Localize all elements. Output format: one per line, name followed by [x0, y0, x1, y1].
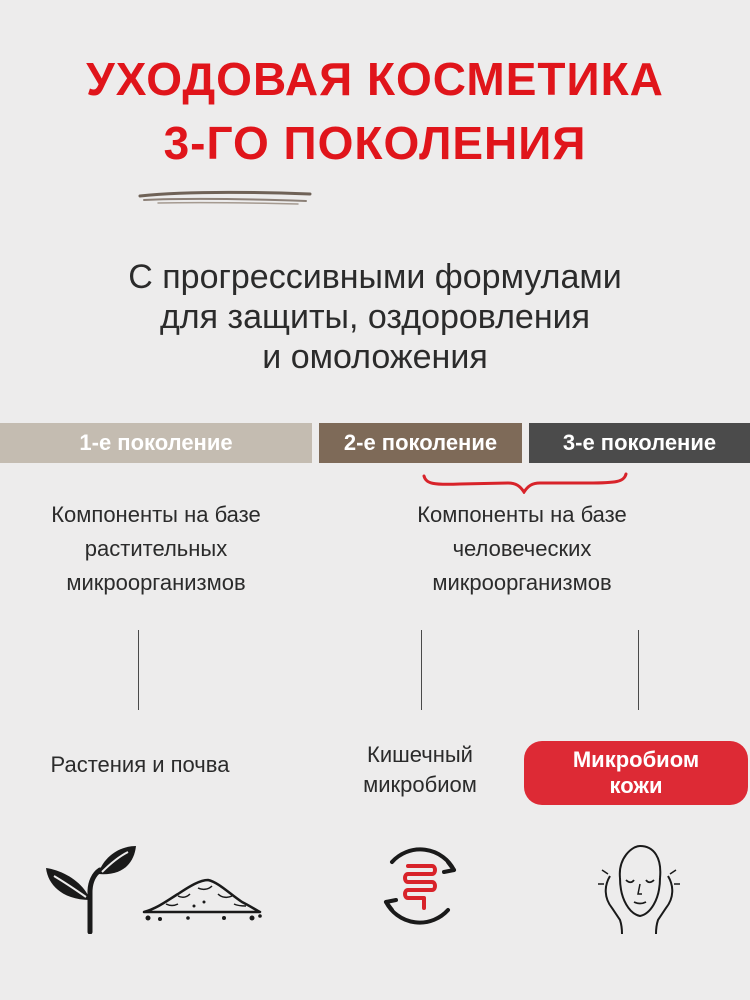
description-plant-based [0, 498, 312, 600]
sprout-icon [40, 842, 140, 934]
title-line-1: УХОДОВАЯ КОСМЕТИКА [86, 53, 664, 105]
connector-line [138, 630, 139, 710]
intestine-cycle-icon [374, 840, 466, 932]
description-line: микроорганизмов [66, 570, 246, 595]
connector-line [638, 630, 639, 710]
subtitle-line-1: С прогрессивными формулами [128, 258, 622, 296]
description-line: растительных [84, 536, 228, 561]
connector-line [421, 630, 422, 710]
generation-2-bar: 2-е поколение [319, 423, 522, 463]
source-line: микробиом [363, 772, 477, 797]
title-line-2: 3-ГО ПОКОЛЕНИЯ [163, 117, 587, 169]
description-line: Компоненты на базе [417, 502, 627, 527]
description-line: человеческих [452, 536, 592, 561]
brush-stroke-divider [138, 186, 313, 208]
soil-pile-icon [138, 872, 266, 924]
source-line: Кишечный [367, 742, 473, 767]
subtitle-line-3: и омоложения [262, 338, 488, 376]
source-line: Микробиом [572, 747, 700, 772]
subtitle-line-2: для защиты, оздоровления [159, 298, 591, 336]
source-gut-microbiome [330, 740, 510, 800]
source-plants-soil: Растения и почва [50, 752, 230, 777]
face-icon [596, 840, 682, 936]
source-skin-microbiome-badge [524, 741, 748, 805]
generation-3-bar: 3-е поколение [529, 423, 750, 463]
description-line: Компоненты на базе [51, 502, 261, 527]
description-human-based [330, 498, 714, 600]
source-line: кожи [609, 773, 663, 798]
curly-brace [420, 470, 630, 494]
description-line: микроорганизмов [432, 570, 612, 595]
generation-1-bar: 1-е поколение [0, 423, 312, 463]
